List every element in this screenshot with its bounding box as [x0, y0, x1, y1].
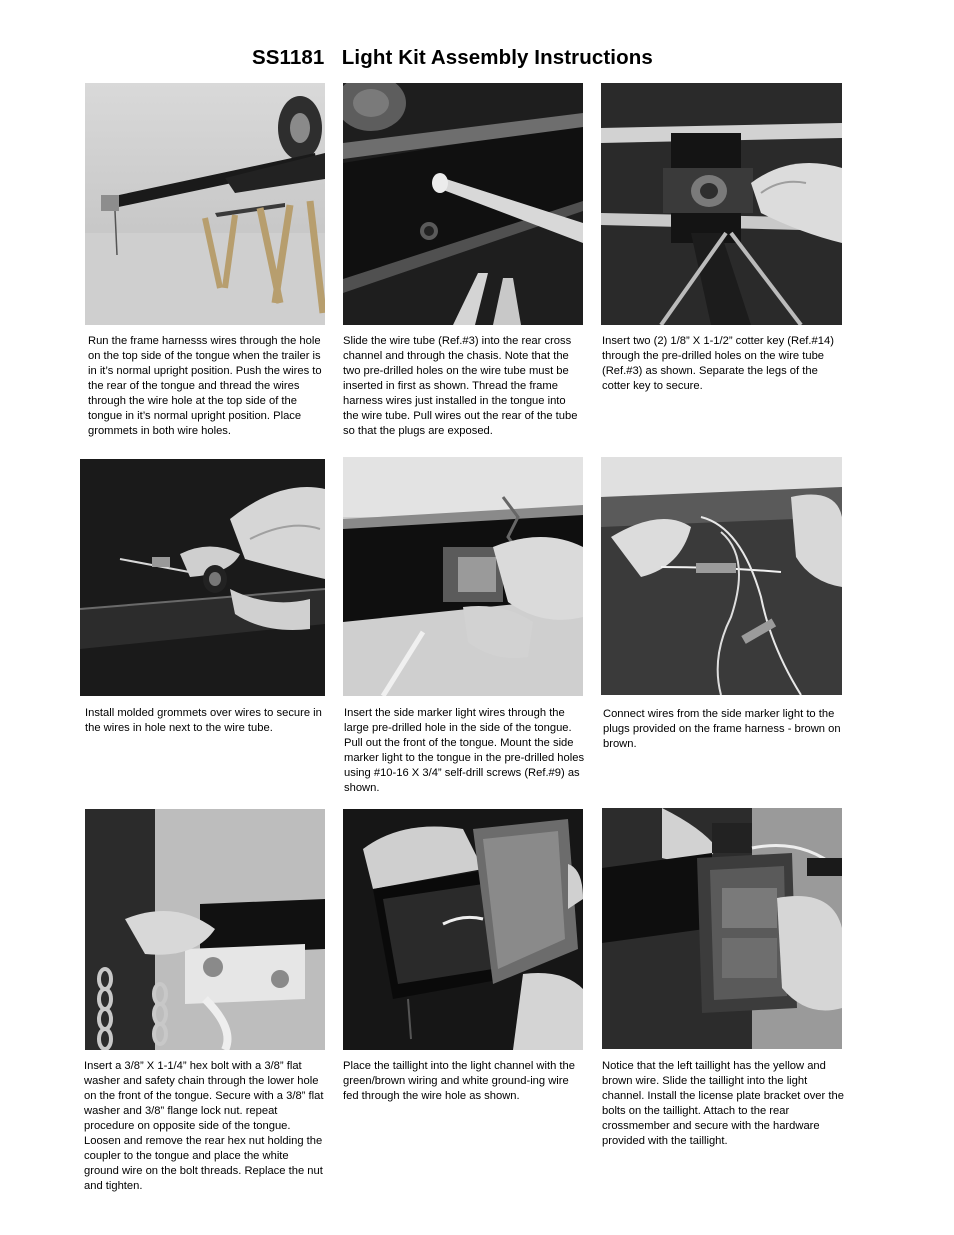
- step-4-photo: [80, 459, 325, 696]
- step-2-caption: Slide the wire tube (Ref.#3) into the rear cross channel and through the chasis. Note that the two pre-drilled holes on the wire tube must be inserted in first as shown. Thread the frame harness wires just installed in the tongue into the wire tube. Pull wires out the rear of the tube so that the plugs are exposed.: [343, 335, 578, 437]
- step-8-caption: Place the taillight into the light channel with the green/brown wiring and white ground-ing wire fed through the wire hole as shown.: [343, 1060, 575, 1102]
- step-3-photo: [601, 83, 842, 325]
- step-3-caption: Insert two (2) 1/8” X 1-1/2” cotter key (Ref.#14) through the pre-drilled holes on the wire tube (Ref.#3) as shown. Separate the legs of the cotter key to secure.: [602, 335, 834, 392]
- step-6-photo: [601, 457, 842, 695]
- step-7-caption: Insert a 3/8” X 1-1/4” hex bolt with a 3/8” flat washer and safety chain through the lower hole on the front of the tongue. Secure with a 3/8” flat washer and 3/8” flange lock nut. repeat procedure on opposite side of the tongue. Loosen and remove the rear hex nut holding the coupler to the tongue and place the white ground wire on the bolt threads. Replace the nut and tighten.: [84, 1060, 324, 1192]
- step-1-photo: [85, 83, 325, 325]
- step-4-caption: Install molded grommets over wires to secure in the wires in hole next to the wire tube.: [85, 707, 322, 734]
- step-6-caption: Connect wires from the side marker light to the plugs provided on the frame harness - brown on brown.: [603, 708, 841, 750]
- step-8-photo: [343, 809, 583, 1050]
- step-2-photo: [343, 83, 583, 325]
- step-7-photo: [85, 809, 325, 1050]
- step-1-caption: Run the frame harnesss wires through the hole on the top side of the tongue when the trailer is in it’s normal upright position. Push the wires to the rear of the tongue and thread the wires through the wire hole at the top side of the tongue in it’s normal upright position. Place grommets in both wire holes.: [88, 335, 322, 437]
- step-5-caption: Insert the side marker light wires through the large pre-drilled hole in the side of the tongue. Pull out the front of the tongue. Mount the side marker light to the tongue in the pre-drilled holes using #10-16 X 3/4” self-drill screws (Ref.#9) as shown.: [344, 707, 585, 794]
- step-9-photo: [602, 808, 842, 1049]
- step-9-caption: Notice that the left taillight has the yellow and brown wire. Slide the taillight into the light channel. Install the license plate bracket over the bolts on the taillight. Attach to the rear crossmember and secure with the hardware provided with the taillight.: [602, 1060, 844, 1147]
- page-title: SS1181 Light Kit Assembly Instructions: [252, 46, 653, 69]
- step-5-photo: [343, 457, 583, 696]
